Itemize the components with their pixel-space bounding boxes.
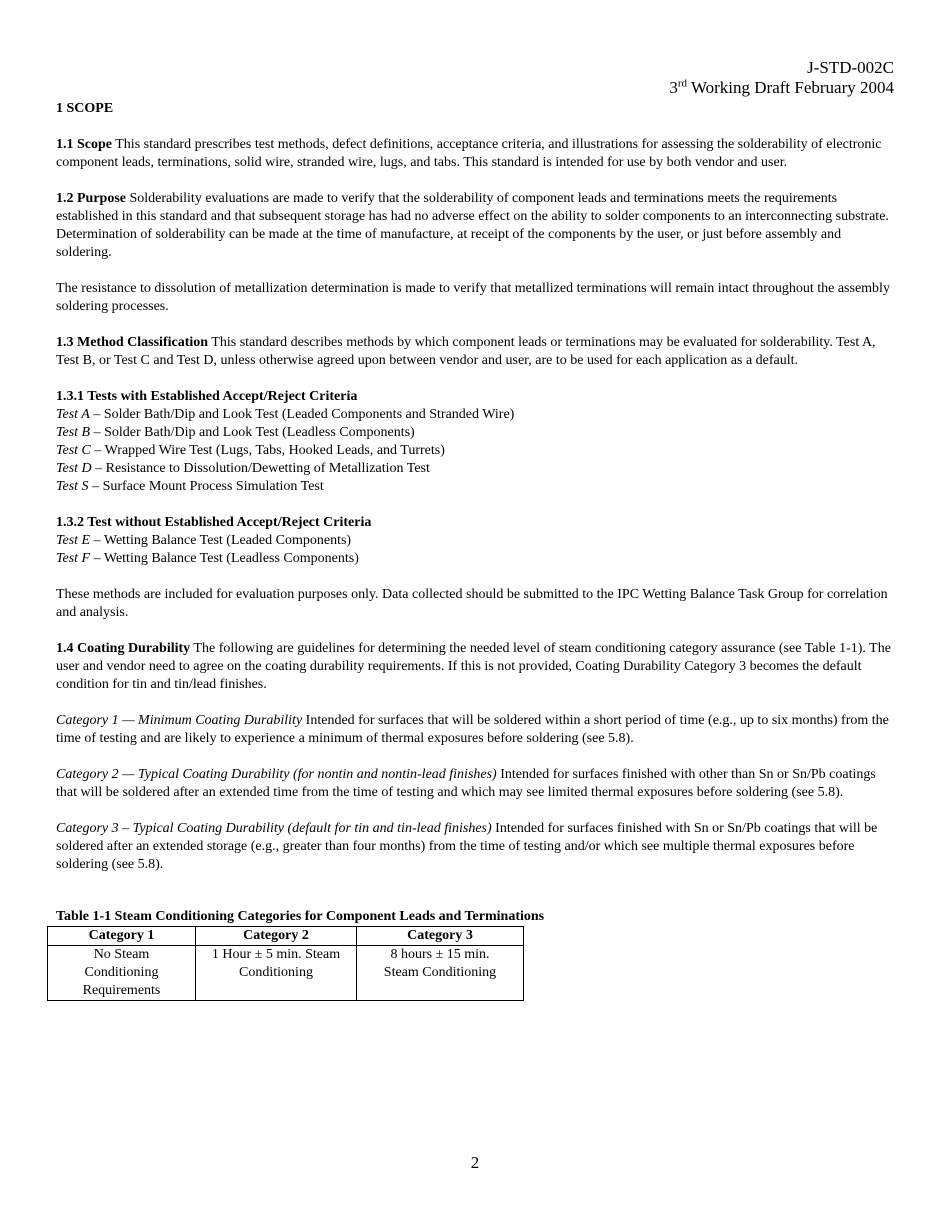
section-1-4-title: 1.4 Coating Durability [56,641,191,656]
section-1-1-text: This standard prescribes test methods, defect definitions, acceptance criteria, and illustrations for assessing the solderability of electronic component leads, terminations, solid wire, stranded wire, lugs, and tabs. This standard is intended for use by both vendor and user. [56,137,882,170]
table-header-cell: Category 1 [48,927,196,946]
draft-line [669,78,894,98]
table-row [48,946,524,1001]
category-3-paragraph: Category 3 – Typical Coating Durability (default for tin and tin-lead finishes) Intended for surfaces finished with Sn or Sn/Pb coatings that will be soldered after an extended storage (e.g., greater than four months) from the time of testing and/or which see multiple thermal exposures before soldering (see 5.8). [56,821,878,872]
document-body [56,100,896,1001]
scope-heading: 1 SCOPE [56,101,114,116]
category-1-paragraph: Category 1 — Minimum Coating Durability Intended for surfaces that will be soldered within a short period of time (e.g., up to six months) from the time of testing and are likely to experience a minimum of thermal exposures before soldering (see 5.8). [56,713,889,746]
draft-ordinal-suffix: rd [677,77,687,90]
test-item: Test B – Solder Bath/Dip and Look Test (Leadless Components) [56,425,415,440]
page-number: 2 [470,1153,480,1172]
table-header-cell: Category 3 [357,927,524,946]
test-item: Test D – Resistance to Dissolution/Dewetting of Metallization Test [56,461,430,476]
test-item: Test C – Wrapped Wire Test (Lugs, Tabs, Hooked Leads, and Turrets) [56,443,445,458]
table-cell: 8 hours ± 15 min. Steam Conditioning [357,946,524,1001]
section-1-2-title: 1.2 Purpose [56,191,126,206]
document-id: J-STD-002C [807,58,894,77]
section-1-3-text: This standard describes methods by which component leads or terminations may be evaluated for solderability. Test A, Test B, or Test C and Test D, unless otherwise agreed upon between vendor and user, are to be used for each application as a default. [56,335,876,368]
test-item: Test F – Wetting Balance Test (Leadless Components) [56,551,359,566]
section-1-2 [56,190,896,262]
category-2-paragraph: Category 2 — Typical Coating Durability (for nontin and nontin-lead finishes) Intended for surfaces finished with other than Sn or Sn/Pb coatings that will be soldered after an extended time from the time of testing and which may see limited thermal exposures before soldering (see 5.8). [56,767,876,800]
test-item: Test S – Surface Mount Process Simulation Test [56,479,324,494]
draft-text: Working Draft February 2004 [687,78,894,97]
section-1-4 [56,640,896,694]
table-cell: No Steam Conditioning Requirements [48,946,196,1001]
table-caption: Table 1-1 Steam Conditioning Categories for Component Leads and Terminations [56,909,545,924]
section-1-4-text: The following are guidelines for determining the needed level of steam conditioning category assurance (see Table 1-1). The user and vendor need to agree on the coating durability requirements. If this is not provided, Coating Durability Category 3 becomes the default condition for tin and tin/lead finishes. [56,641,891,692]
table-header-row [48,927,524,946]
table-cell: 1 Hour ± 5 min. Steam Conditioning [196,946,357,1001]
section-1-2-text: Solderability evaluations are made to verify that the solderability of component leads and terminations meets the requirements established in this standard and that subsequent storage has had no adverse effect on the ability to solder components to an interconnecting substrate. Determination of solderability can be made at the time of manufacture, at receipt of the components by the user, or just before assembly and soldering. [56,191,889,260]
section-1-2-paragraph-2: The resistance to dissolution of metallization determination is made to verify that metallized terminations will remain intact throughout the assembly soldering processes. [56,281,890,314]
table-header-cell: Category 2 [196,927,357,946]
test-item: Test A – Solder Bath/Dip and Look Test (Leaded Components and Stranded Wire) [56,407,515,422]
section-1-3-title: 1.3 Method Classification [56,335,209,350]
section-1-1-title: 1.1 Scope [56,137,112,152]
steam-conditioning-table [47,926,524,1001]
section-1-3 [56,334,896,370]
wetting-balance-note: These methods are included for evaluation purposes only. Data collected should be submitted to the IPC Wetting Balance Task Group for correlation and analysis. [56,587,888,620]
section-1-1 [56,136,896,172]
draft-ordinal: 3 [669,78,678,97]
test-item: Test E – Wetting Balance Test (Leaded Components) [56,533,352,548]
section-1-3-2-title: 1.3.2 Test without Established Accept/Reject Criteria [56,515,372,530]
section-1-3-1-title: 1.3.1 Tests with Established Accept/Reject Criteria [56,389,358,404]
